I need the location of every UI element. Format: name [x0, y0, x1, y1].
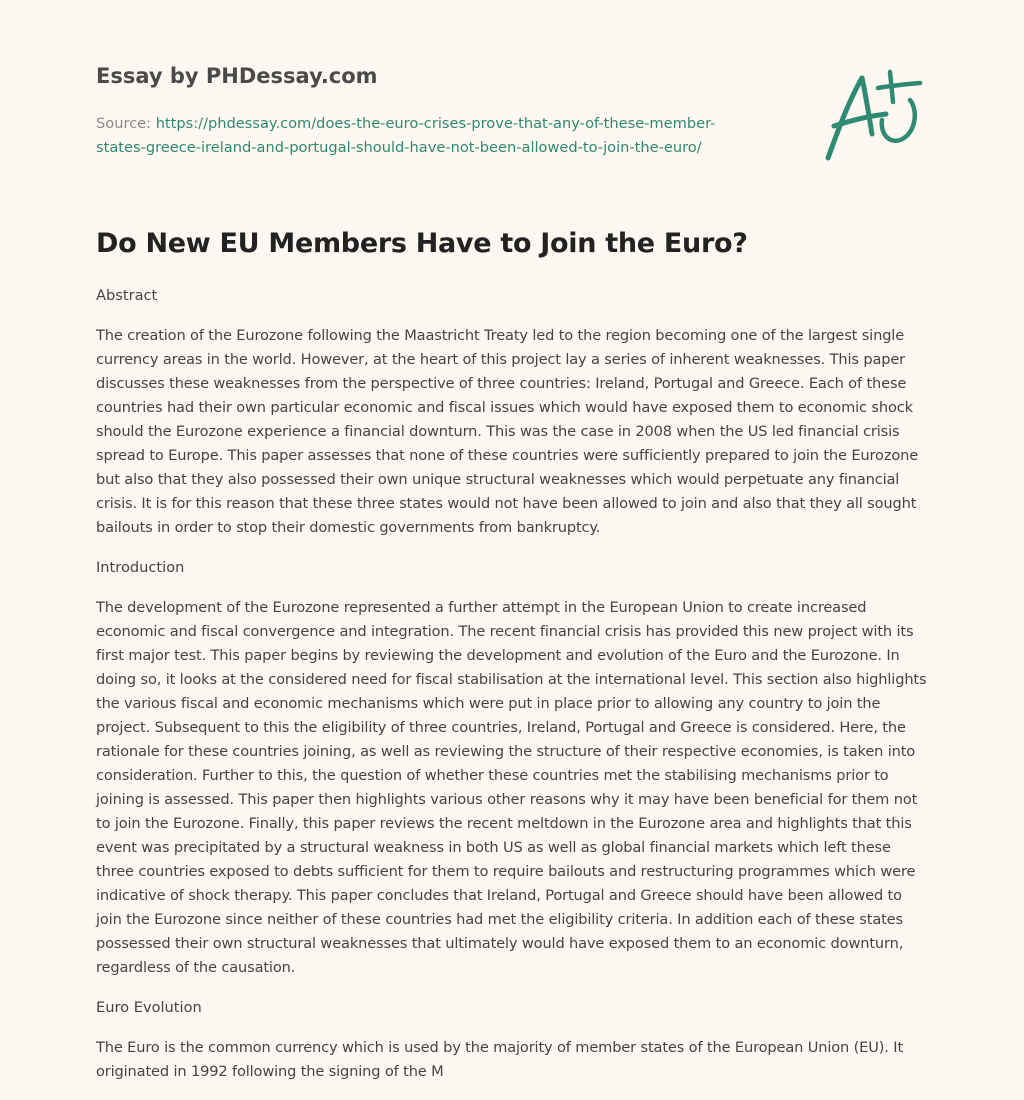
- section-heading-introduction: Introduction: [96, 559, 185, 576]
- source-line: [96, 112, 756, 160]
- source-link[interactable]: https://phdessay.com/does-the-euro-crises-prove-that-any-of-these-member-states-greece-ireland-and-portugal-should-have-not-been-allowed-to-join-the-euro/: [96, 115, 716, 156]
- section-text-abstract: The creation of the Eurozone following the Maastricht Treaty led to the region becoming one of the largest single currency areas in the world. However, at the heart of this project lay a series of inherent weaknesses. This paper discusses these weaknesses from the perspective of three countries: Ireland, Portugal and Greece. Each of these countries had their own particular economic and fiscal issues which would have exposed them to economic shock should the Eurozone experience a financial downturn. This was the case in 2008 when the US led financial crisis spread to Europe. This paper assesses that none of these countries were sufficiently prepared to join the Eurozone but also that they also possessed their own unique structural weaknesses which would perpetuate any financial crisis. It is for this reason that these three states would not have been allowed to join and also that they all sought bailouts in order to stop their domestic governments from bankruptcy.: [96, 327, 919, 536]
- section-text-euro-evolution: The Euro is the common currency which is used by the majority of member states of the European Union (EU). It originated in 1992 following the signing of the M: [96, 1039, 904, 1080]
- section-heading-euro-evolution: Euro Evolution: [96, 999, 202, 1016]
- section-heading-abstract: Abstract: [96, 287, 158, 304]
- source-label: Source:: [96, 115, 152, 132]
- article-body: [96, 284, 932, 1100]
- article-title: Do New EU Members Have to Join the Euro?: [96, 228, 748, 259]
- a-plus-logo-icon: [822, 66, 932, 166]
- section-text-introduction: The development of the Eurozone represented a further attempt in the European Union to create increased economic and fiscal convergence and integration. The recent financial crisis has provided this new project with its first major test. This paper begins by reviewing the development and evolution of the Euro and the Eurozone. In doing so, it looks at the considered need for fiscal stabilisation at the international level. This section also highlights the various fiscal and economic mechanisms which were put in place prior to allowing any country to join the project. Subsequent to this the eligibility of three countries, Ireland, Portugal and Greece is considered. Here, the rationale for these countries joining, as well as reviewing the structure of their respective economies, is taken into consideration. Further to this, the question of whether these countries met the stabilising mechanisms prior to joining is assessed. This paper then highlights various other reasons why it may have been beneficial for them not to join the Eurozone. Finally, this paper reviews the recent meltdown in the Eurozone area and highlights that this event was precipitated by a structural weakness in both US as well as global financial markets which left these three countries exposed to debts sufficient for them to require bailouts and restructuring programmes which were indicative of shock therapy. This paper concludes that Ireland, Portugal and Greece should have been allowed to join the Eurozone since neither of these countries had met the eligibility criteria. In addition each of these states possessed their own structural weaknesses that ultimately would have exposed them to an economic downturn, regardless of the causation.: [96, 599, 927, 976]
- site-brand: Essay by PHDessay.com: [96, 64, 378, 88]
